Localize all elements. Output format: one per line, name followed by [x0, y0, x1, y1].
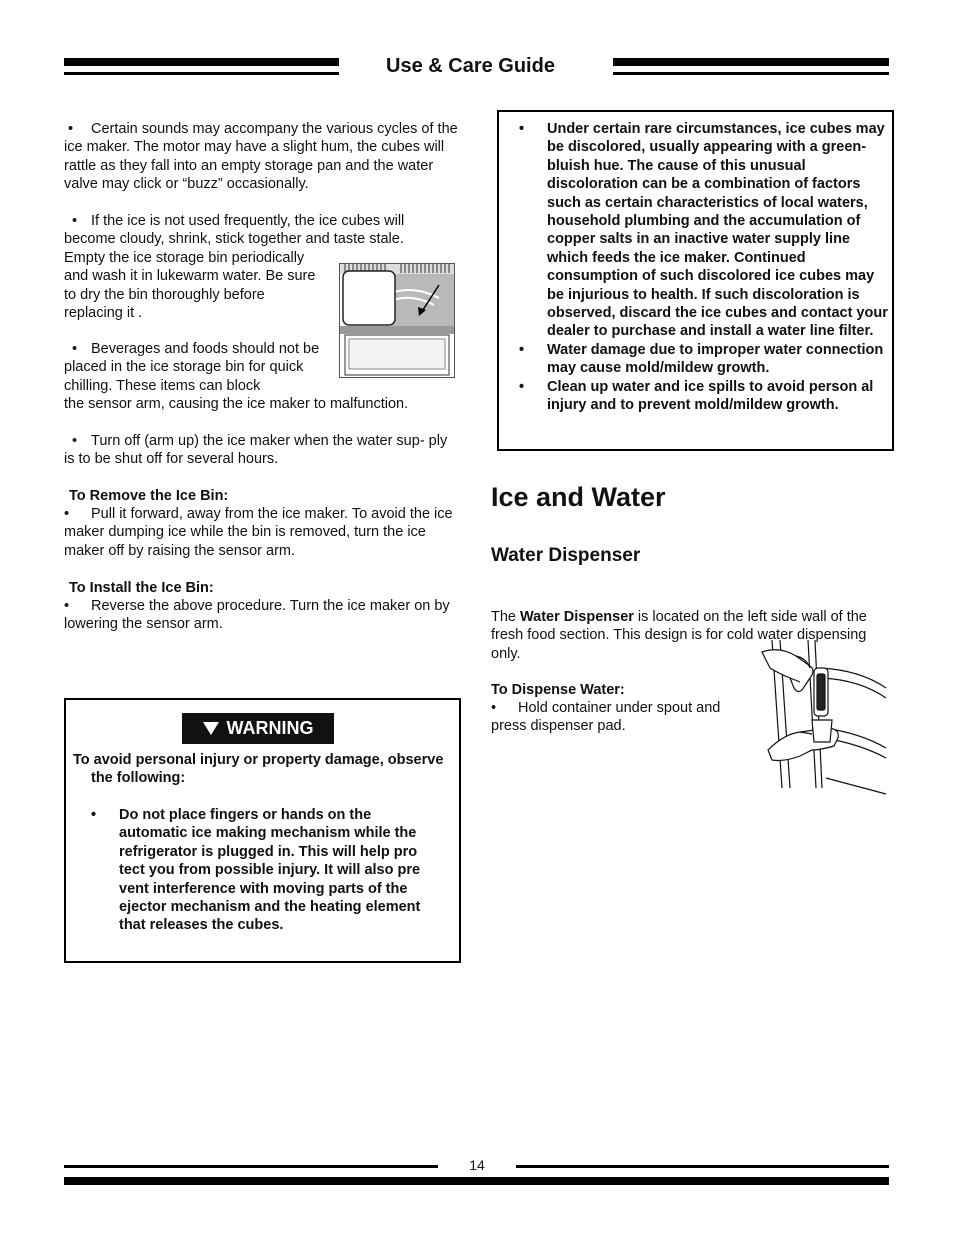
- ice-bin-illustration: [339, 263, 455, 378]
- caution-item-spills: • Clean up water and ice spills to avoid person al injury and to prevent mold/mildew growth.: [519, 378, 891, 415]
- paragraph-water-dispenser: The Water Dispenser is located on the left side wall of the fresh food section. This design is for cold water dispensing only.: [491, 609, 867, 662]
- page-header-title: Use & Care Guide: [386, 55, 555, 77]
- header-rule-right-thin: [613, 72, 889, 75]
- page-number: 14: [469, 1157, 485, 1173]
- subsection-title: Water Dispenser: [491, 545, 641, 566]
- warning-badge-label: WARNING: [226, 718, 314, 738]
- caution-list: [519, 120, 891, 415]
- caution-item-discoloration: • Under certain rare circumstances, ice cubes may be discolored, usually appearing with a green-bluish hue. The cause of this unusual discoloration can be a combination of factors such as certain characteristics of local waters, household plumbing and the accumulation of copper salts in an inactive water supply line which feeds the ice maker. Continued consumption of such discolored ice cubes may be injurious to health. If such discoloration is observed, discard the ice cubes and contact your dealer to purchase and install a water line filter.: [519, 120, 891, 341]
- warning-badge: [182, 713, 334, 744]
- section-title: Ice and Water: [491, 482, 666, 512]
- paragraph-turn-off: • Turn off (arm up) the ice maker when the water sup- ply is to be shut off for several hours.: [64, 433, 448, 468]
- paragraph-install-bin: • Reverse the above procedure. Turn the ice maker on by lowering the sensor arm.: [64, 598, 450, 633]
- paragraph-dispense: • Hold container under spout and press dispenser pad.: [491, 700, 721, 735]
- paragraph-ice-not-used: • If the ice is not used frequently, the ice cubes will become cloudy, shrink, stick together and taste stale.: [64, 213, 405, 248]
- caution-item-water-damage: • Water damage due to improper water connection may cause mold/mildew growth.: [519, 341, 891, 378]
- footer-rule-right-thin: [516, 1165, 889, 1168]
- paragraph-remove-bin: • Pull it forward, away from the ice maker. To avoid the ice maker dumping ice while the bin is removed, turn the ice maker off by raising the sensor arm.: [64, 506, 453, 559]
- footer-rule-thick: [64, 1177, 889, 1185]
- paragraph-sounds: • Certain sounds may accompany the various cycles of the ice maker. The motor may have a slight hum, the cubes will rattle as they fall into an empty storage pan and the water valve may click or “buzz” occasionally.: [64, 121, 458, 193]
- paragraph-beverages: • Beverages and foods should not be placed in the ice storage bin for quick chilling. These items can block: [64, 341, 320, 394]
- paragraph-beverages-cont: the sensor arm, causing the ice maker to malfunction.: [64, 396, 409, 412]
- header-rule-left-thick: [64, 58, 339, 66]
- header-rule-right-thick: [613, 58, 889, 66]
- warning-item: [91, 806, 443, 935]
- warning-list-item: • Do not place fingers or hands on the automatic ice making mechanism while the refrigerator is plugged in. This will help pro tect you from possible injury. It will also pre vent interference with moving parts of the ejector mechanism and the heating element that releases the cubes.: [91, 806, 443, 935]
- warning-triangle-icon: [203, 722, 219, 735]
- water-dispenser-illustration: [760, 638, 890, 796]
- paragraph-empty-bin: Empty the ice storage bin periodically and wash it in lukewarm water. Be sure to dry the bin thoroughly before replacing it .: [64, 250, 316, 322]
- install-bin-heading: To Install the Ice Bin:: [69, 580, 214, 596]
- remove-bin-heading: To Remove the Ice Bin:: [69, 488, 229, 504]
- dispense-heading: To Dispense Water:: [491, 682, 625, 698]
- warning-intro: To avoid personal injury or property damage, observe the following:: [73, 752, 444, 787]
- header-rule-left-thin: [64, 72, 339, 75]
- footer-rule-left-thin: [64, 1165, 438, 1168]
